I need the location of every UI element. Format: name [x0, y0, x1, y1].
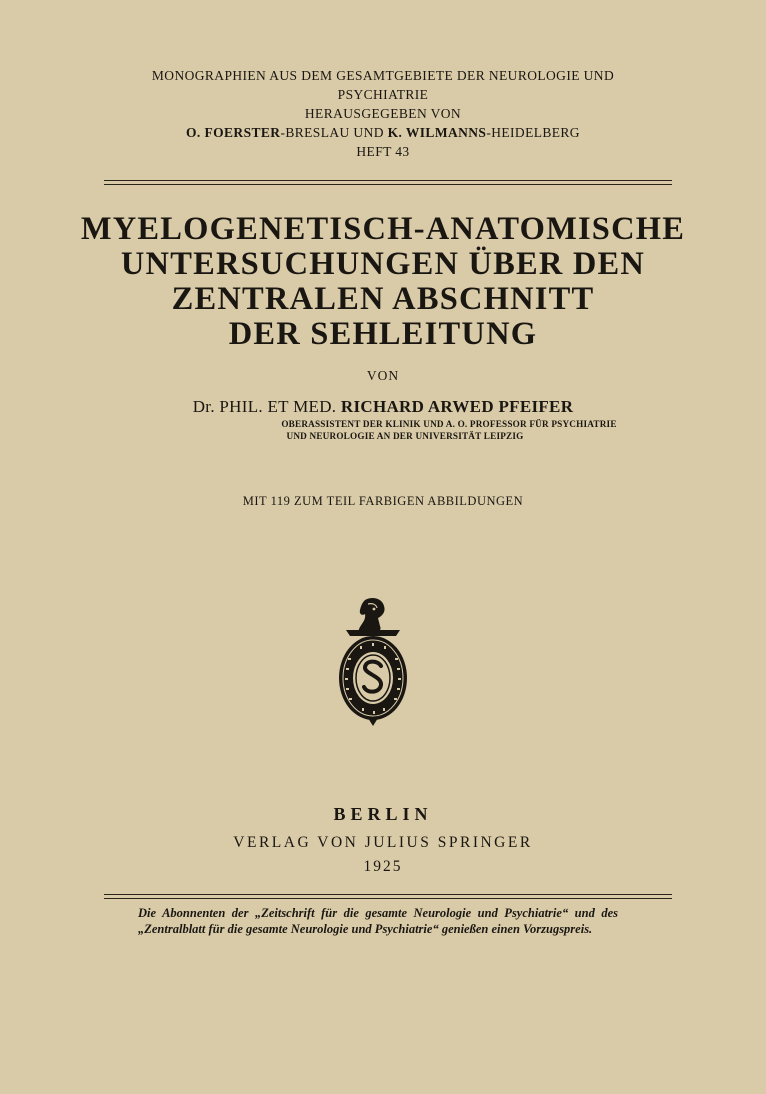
editor2-place: -HEIDELBERG: [486, 125, 580, 140]
series-title-line2: PSYCHIATRIE: [337, 87, 429, 102]
imprint-publisher: VERLAG VON JULIUS SPRINGER: [233, 834, 533, 851]
author-affiliation: [0, 418, 766, 442]
title-line3: ZENTRALEN ABSCHNITT: [171, 281, 595, 317]
editor2-name: K. WILMANNS: [387, 125, 487, 140]
bottom-double-rule: [104, 894, 672, 899]
author-line: [0, 397, 766, 417]
series-header: [0, 66, 766, 161]
editors-line: [0, 123, 766, 142]
editor1-name: O. FOERSTER: [186, 125, 281, 140]
title-line1: MYELOGENETISCH-ANATOMISCHE: [80, 211, 686, 247]
editor1-place: -BRESLAU UND: [280, 125, 388, 140]
affiliation-line2: UND NEUROLOGIE AN DER UNIVERSITÄT LEIPZIG: [286, 431, 524, 441]
imprint-city: BERLIN: [333, 804, 433, 824]
subscriber-notice: Die Abonnenten der „Zeitschrift für die gesamte Neurologie und Psychiatrie“ und des „Zentralblatt für die gesamte Neurologie und Psychiatrie“ genießen einen Vorzugspreis.: [138, 906, 618, 936]
publisher-logo-svg: [332, 596, 414, 728]
top-double-rule: [104, 180, 672, 185]
springer-knight-emblem-icon: [332, 596, 414, 728]
issue-number: HEFT 43: [356, 144, 410, 159]
by-label: VON: [366, 368, 400, 383]
series-title-line1: MONOGRAPHIEN AUS DEM GESAMTGEBIETE DER NEUROLOGIE UND: [151, 68, 615, 83]
title-line2: UNTERSUCHUNGEN ÜBER DEN: [120, 246, 646, 282]
book-title: [0, 212, 766, 352]
imprint-year: 1925: [363, 858, 403, 875]
editors-intro: HERAUSGEGEBEN VON: [304, 106, 462, 121]
title-line4: DER SEHLEITUNG: [228, 316, 538, 352]
affiliation-line1: OBERASSISTENT DER KLINIK UND A. O. PROFESSOR FÜR PSYCHIATRIE: [281, 419, 617, 429]
author-degree: Dr. PHIL. ET MED.: [192, 397, 341, 416]
author-name: RICHARD ARWED PFEIFER: [340, 397, 574, 416]
illustrations-note: MIT 119 ZUM TEIL FARBIGEN ABBILDUNGEN: [242, 494, 524, 508]
